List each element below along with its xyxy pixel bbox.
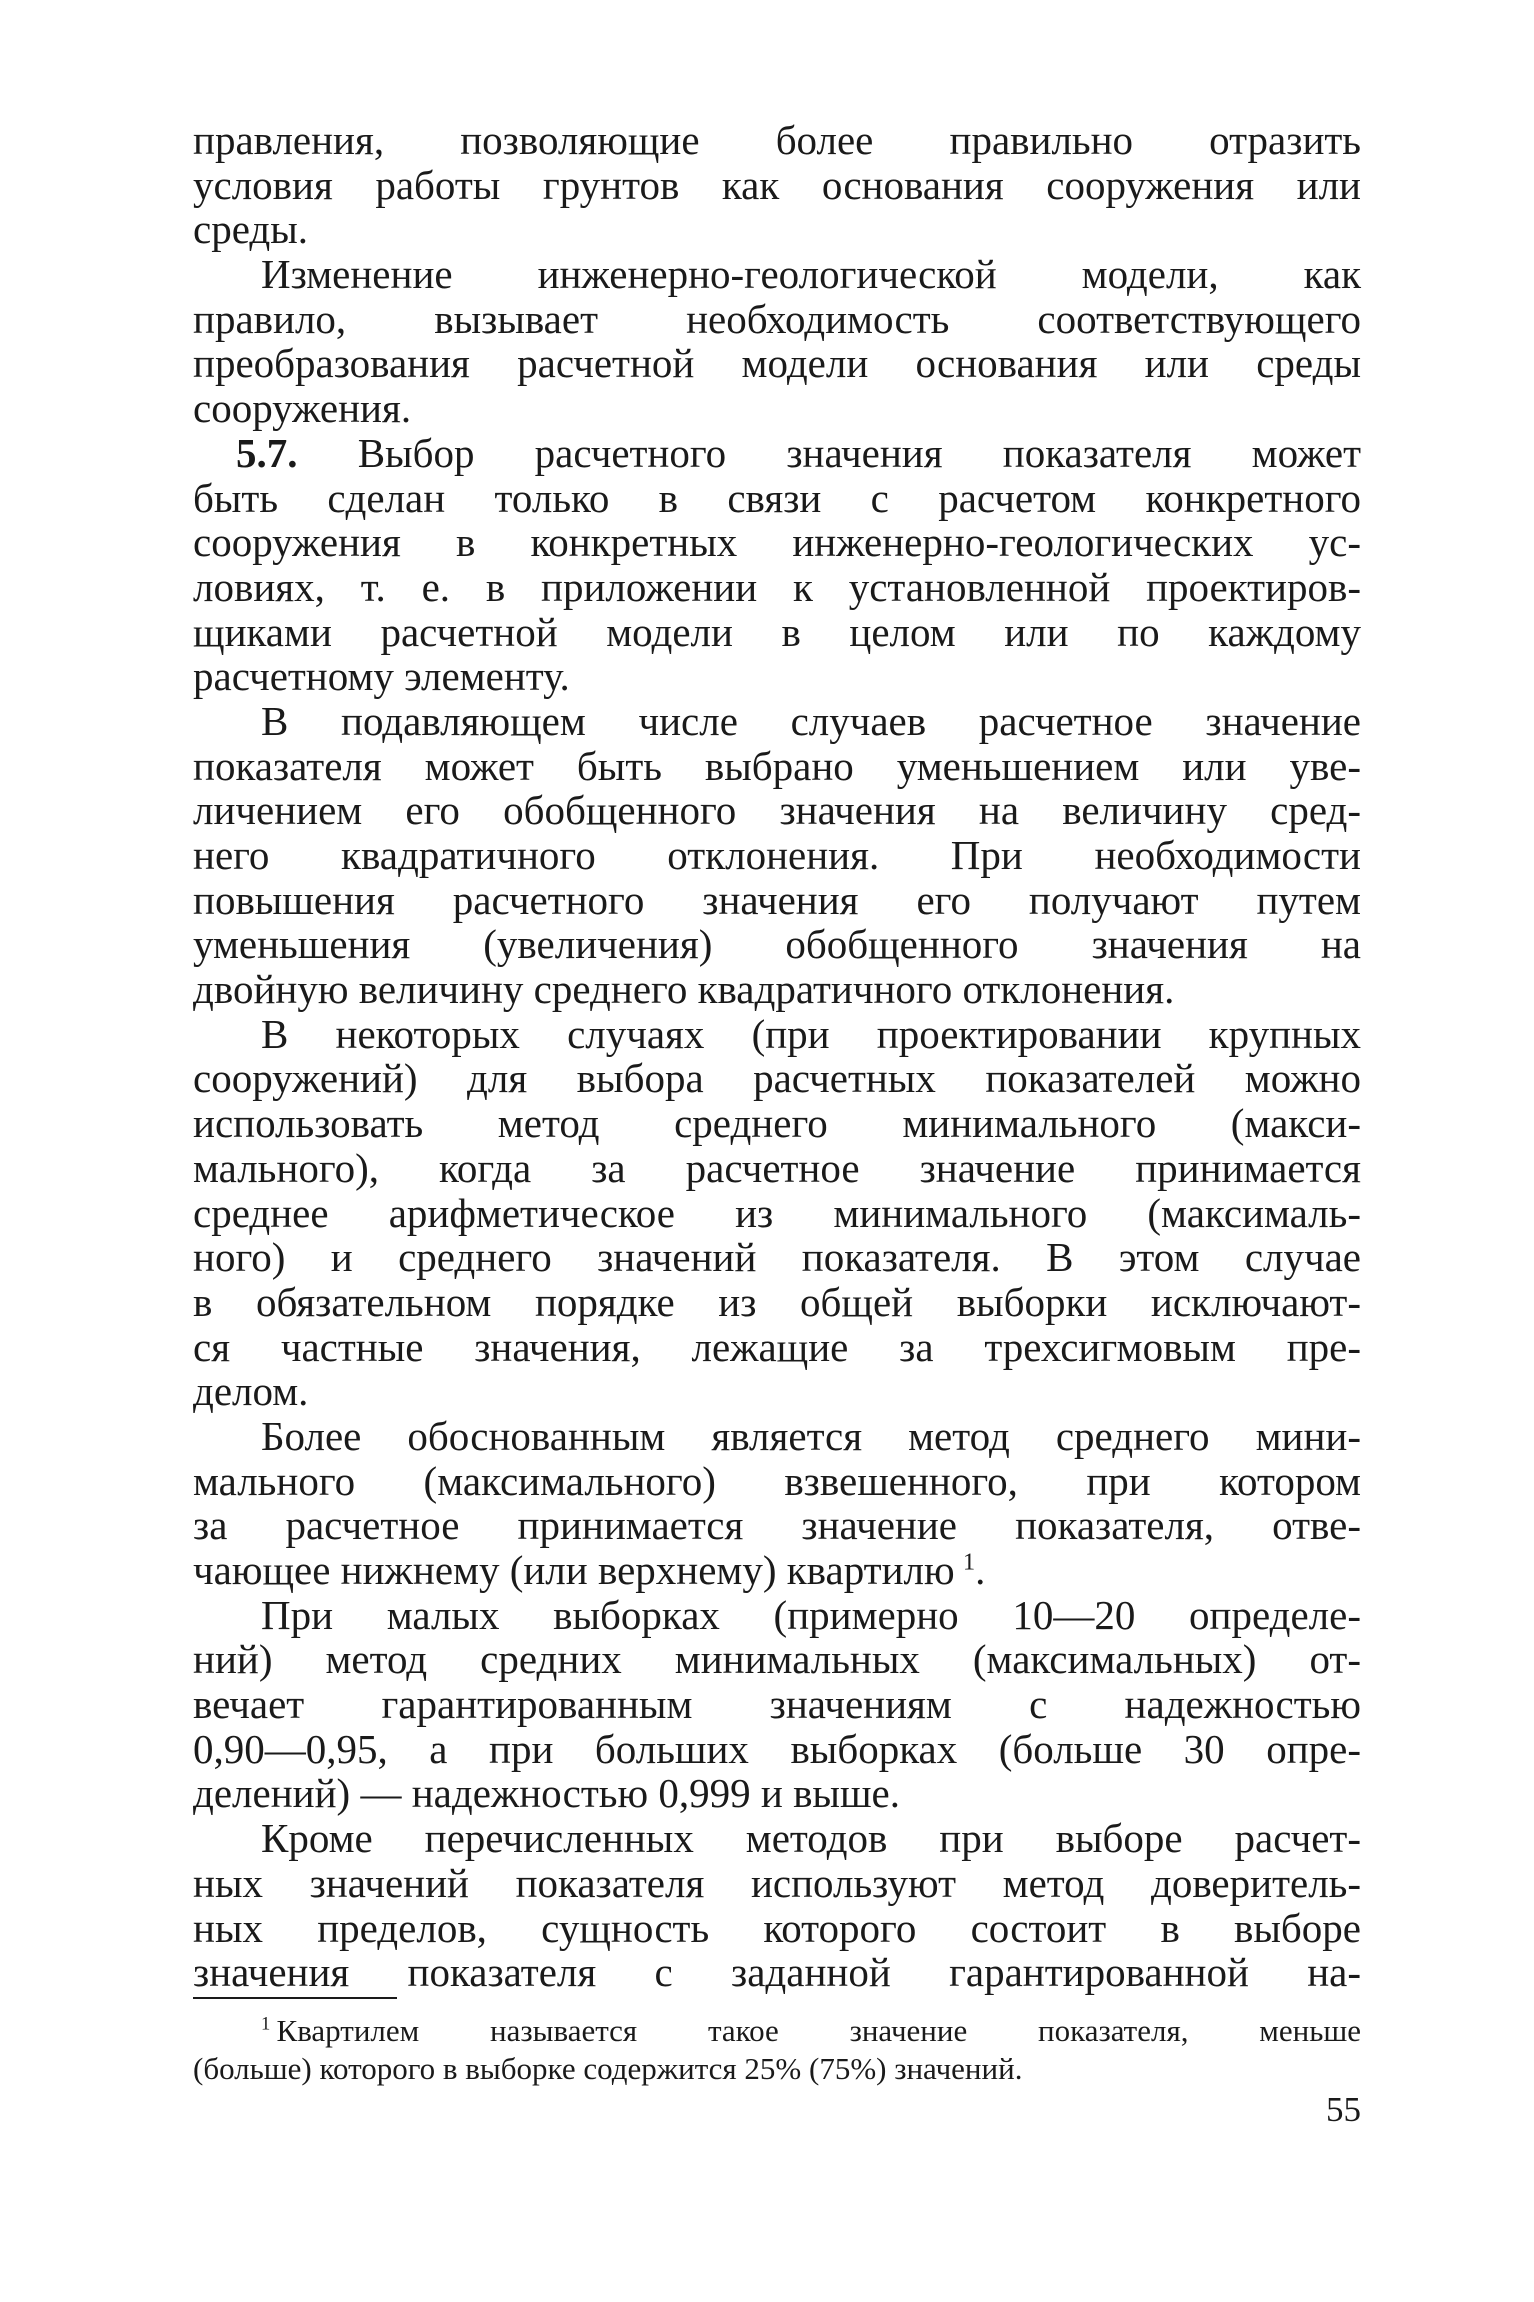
text-line <box>193 431 1361 476</box>
text-line: мального (максимального) взвешенного, при котором <box>193 1457 1361 1504</box>
paragraph <box>193 699 1361 1012</box>
text-line: уменьшения (увеличения) обобщенного значения на <box>193 921 1361 968</box>
footnote-reference[interactable]: 1 <box>962 1548 976 1576</box>
text-line: среды. <box>193 206 309 253</box>
footnote-line: (больше) которого в выборке содержится 25% (75%) значений. <box>193 2051 1023 2086</box>
text-line: ний) метод средних минимальных (максимальных) от- <box>193 1636 1361 1683</box>
text-fragment: чающее нижнему (или верхнему) квартилю <box>193 1547 955 1593</box>
text-fragment: Выбор расчетного значения показателя может <box>357 429 1361 476</box>
footnote-marker: 1 <box>261 2013 271 2035</box>
text-line: быть сделан только в связи с расчетом конкретного <box>193 474 1361 521</box>
text-line: При малых выборках (примерно 10—20 определе- <box>261 1591 1361 1638</box>
text-line: него квадратичного отклонения. При необходимости <box>193 832 1361 878</box>
paragraph <box>193 1816 1361 1995</box>
text-line: щиками расчетной модели в целом или по каждому <box>193 608 1361 655</box>
paragraph <box>193 1012 1361 1414</box>
page-body <box>193 118 1361 1995</box>
text-line: сооружения в конкретных инженерно-геологических ус- <box>193 519 1361 566</box>
footnote-line <box>193 2012 1361 2050</box>
text-line: двойную величину среднего квадратичного отклонения. <box>193 966 1175 1013</box>
footnote-divider <box>193 1997 397 1999</box>
text-line: Кроме перечисленных методов при выборе расчет- <box>261 1815 1361 1862</box>
text-line: правления, позволяющие более правильно отразить <box>193 117 1361 163</box>
text-line: ного) и среднего значений показателя. В этом случае <box>193 1234 1361 1281</box>
text-line: сооружения. <box>193 385 412 432</box>
text-line: за расчетное принимается значение показателя, отве- <box>193 1502 1361 1549</box>
text-line: Изменение инженерно-геологической модели, как <box>261 251 1361 298</box>
text-line: ловиях, т. е. в приложении к установленной проектиров- <box>193 563 1361 610</box>
paragraph <box>193 118 1361 252</box>
paragraph <box>193 252 1361 431</box>
section-number: 5.7. <box>236 429 298 476</box>
text-line: ных значений показателя используют метод доверитель- <box>193 1859 1361 1906</box>
text-line: использовать метод среднего минимального (макси- <box>193 1100 1361 1147</box>
text-line: личением его обобщенного значения на величину сред- <box>193 787 1361 834</box>
paragraph <box>193 1414 1361 1593</box>
text-line <box>193 1548 1361 1593</box>
text-line: ных пределов, сущность которого состоит в выборе <box>193 1904 1361 1951</box>
text-line: ся частные значения, лежащие за трехсигмовым пре- <box>193 1323 1361 1370</box>
text-line: делений) — надежностью 0,999 и выше. <box>193 1770 900 1817</box>
text-line: Более обоснованным является метод среднего мини- <box>261 1412 1361 1459</box>
footnote <box>193 2012 1361 2088</box>
text-fragment: Квартилем называется такое значение показателя, меньше <box>276 2013 1361 2048</box>
text-line: среднее арифметическое из минимального (максималь- <box>193 1189 1361 1236</box>
text-line: условия работы грунтов как основания сооружения или <box>193 161 1361 208</box>
text-line: показателя может быть выбрано уменьшением или уве- <box>193 742 1361 789</box>
text-line: В подавляющем числе случаев расчетное значение <box>261 697 1361 744</box>
text-line: 0,90—0,95, а при больших выборках (больше 30 опре- <box>193 1725 1361 1772</box>
text-line: сооружений) для выбора расчетных показателей можно <box>193 1055 1361 1102</box>
text-line: значения показателя с заданной гарантированной на- <box>193 1949 1361 1996</box>
page-number: 55 <box>1326 2090 1361 2129</box>
text-line: правило, вызывает необходимость соответствующего <box>193 295 1361 342</box>
text-line: расчетному элементу. <box>193 653 570 700</box>
text-line: мального), когда за расчетное значение принимается <box>193 1144 1361 1191</box>
text-line: вечает гарантированным значениям с надежностью <box>193 1681 1361 1728</box>
text-line: в обязательном порядке из общей выборки исключают- <box>193 1278 1361 1325</box>
paragraph <box>193 1593 1361 1816</box>
section-paragraph <box>193 431 1361 699</box>
text-line: делом. <box>193 1368 309 1415</box>
text-line: В некоторых случаях (при проектировании крупных <box>261 1010 1361 1057</box>
text-line: повышения расчетного значения его получают путем <box>193 876 1361 923</box>
text-fragment: . <box>975 1547 986 1593</box>
text-line: преобразования расчетной модели основания или среды <box>193 340 1361 387</box>
